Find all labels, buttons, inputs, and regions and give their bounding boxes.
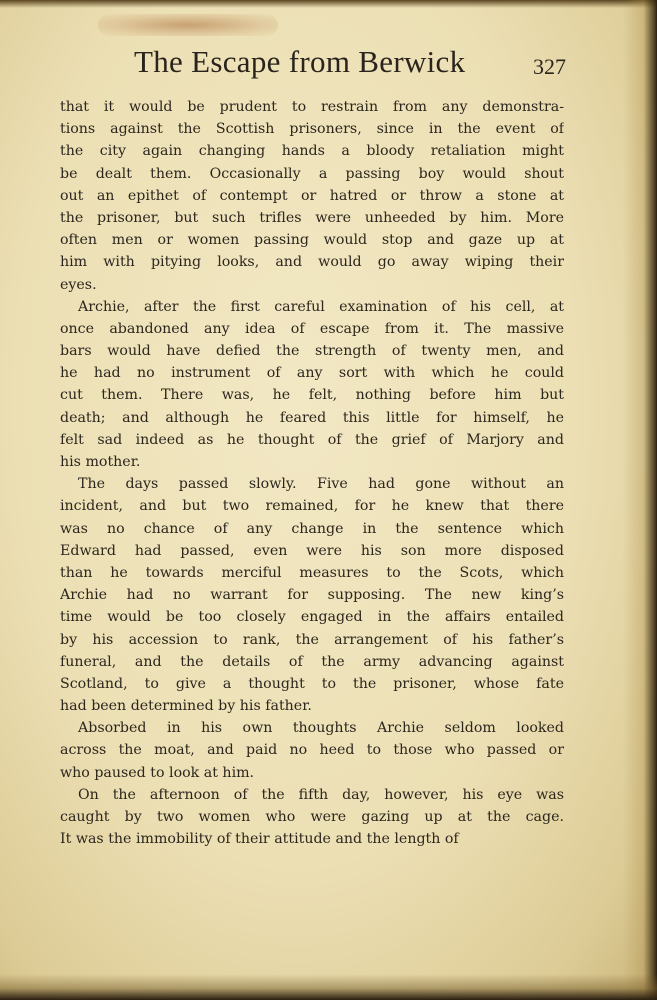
text-line: by his accession to rank, the arrangement of his father’s — [60, 631, 564, 648]
page-bottom-edge — [0, 974, 657, 1000]
text-line: than he towards merciful measures to the Scots, which — [60, 564, 564, 581]
paragraph — [60, 717, 564, 784]
text-line: who paused to look at him. — [60, 764, 255, 781]
paragraph — [60, 473, 564, 717]
paragraph — [60, 296, 564, 474]
text-line: the city again changing hands a bloody retaliation might — [60, 143, 564, 160]
paper-stain — [98, 14, 278, 36]
text-line: had been determined by his father. — [60, 698, 312, 715]
paragraph — [60, 784, 564, 851]
text-line: Absorbed in his own thoughts Archie seldom looked — [78, 720, 564, 737]
text-line: incident, and but two remained, for he knew that there — [60, 498, 564, 515]
text-line: felt sad indeed as he thought of the grief of Marjory and — [60, 431, 564, 448]
text-line: the prisoner, but such trifles were unheeded by him. More — [60, 209, 564, 226]
text-line: him with pitying looks, and would go away wiping their — [60, 254, 564, 271]
text-line: be dealt them. Occasionally a passing boy would shout — [60, 165, 564, 182]
text-line: It was the immobility of their attitude and the length of — [60, 831, 459, 848]
paragraph — [60, 96, 564, 296]
text-line: was no chance of any change in the sentence which — [60, 520, 564, 537]
text-line: tions against the Scottish prisoners, since in the event of — [60, 121, 564, 138]
text-line: Scotland, to give a thought to the prisoner, whose fate — [60, 675, 564, 692]
text-line: time would be too closely engaged in the affairs entailed — [60, 609, 564, 626]
text-line: that it would be prudent to restrain from any demonstra- — [60, 99, 564, 115]
page-right-edge — [623, 0, 657, 1000]
text-line: On the afternoon of the fifth day, however, his eye was — [78, 786, 564, 803]
running-title: The Escape from Berwick — [134, 44, 466, 79]
text-line: Edward had passed, even were his son more disposed — [60, 542, 564, 559]
body-text — [60, 96, 564, 850]
text-line: his mother. — [60, 454, 141, 470]
text-line: funeral, and the details of the army advancing against — [60, 653, 564, 670]
page-number: 327 — [533, 54, 566, 79]
text-line: out an epithet of contempt or hatred or throw a stone at — [60, 187, 564, 204]
text-line: eyes. — [60, 276, 97, 293]
text-line: caught by two women who were gazing up at the cage. — [60, 809, 564, 825]
page-header — [60, 44, 575, 90]
text-line: Archie, after the first careful examination of his cell, at — [78, 298, 564, 315]
text-line: he had no instrument of any sort with which he could — [60, 365, 564, 382]
text-line: across the moat, and paid no heed to those who passed or — [60, 742, 564, 759]
page-top-edge — [0, 0, 657, 8]
text-line: cut them. There was, he felt, nothing before him but — [60, 387, 564, 404]
text-line: once abandoned any idea of escape from it. The massive — [60, 320, 564, 337]
text-line: bars would have defied the strength of twenty men, and — [60, 343, 564, 360]
text-line: often men or women passing would stop and gaze up at — [60, 232, 564, 249]
text-line: Archie had no warrant for supposing. The new king’s — [60, 587, 564, 604]
text-line: The days passed slowly. Five had gone without an — [78, 476, 564, 493]
text-line: death; and although he feared this little for himself, he — [60, 409, 564, 426]
